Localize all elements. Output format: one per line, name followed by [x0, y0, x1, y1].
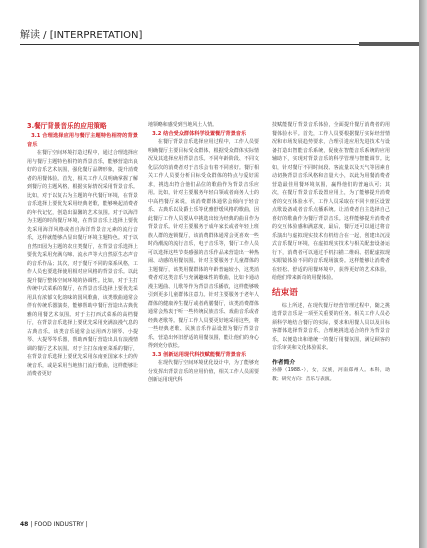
body-paragraph: 地领略和感受到当地风土人情。	[148, 122, 218, 128]
author-bio-text: 孙静（1988.-），女，汉族，河南郑州人。本科，助教；研究方向：音乐与表演。	[272, 368, 390, 382]
page-number: 48	[20, 521, 29, 528]
author-bio-label: 作者简介	[272, 359, 296, 366]
conclusion-heading: 结束语	[272, 287, 298, 298]
body-paragraph: 在餐厅背景音乐选择应用过程中，工作人员要明确餐厅主要目标受众群体，根据受众群体实际情况及其选择应用背景音乐。不同年龄阶段、不同文化层次的消费者对于音乐会有着不同喜好。餐厅相关工作人员要分析目标受众群体的特点与爱好需求，挑选出符合他们品位的歌曲作为背景音乐应用。比如，针对主要服务年轻白领或者商务人士的中高档餐厅来说，该消费群体通常会倾向于轻音乐、古典乐以及爵士乐等优雅舒缓风格的歌曲，因此餐厅工作人员要从中挑选出较为经典的曲目作为背景音乐。针对主要服务于成年家长或者年轻上班族人群的连锁餐厅，该消费群体通常会更喜欢一些时尚潮流的流行音乐，电子音乐等，餐厅工作人员可以选择这些节奏感强的音乐作品来营造出一种热闹、动感的用餐氛围。针对主要服务于儿童群体的主题餐厅，该类用餐群体的年龄普遍较小，这类消费者对这类音乐与充满趣味性的歌曲，比如卡通动漫主题曲、儿歌等作为背景音乐播放，这样能够吸引到更多儿童群体注意力。针对主要服务于老年人群体的健康养生餐厅或者药膳餐厅，该类消费群体通常会热衷于听一些传统民族音乐、戏曲音乐或者经典老歌等。餐厅工作人员要更好地采用这些，将一些经典老歌、民族音乐作品设置为餐厅背景音乐，营造出怀旧舒适的用餐氛围，能让他们的身心得到充分放松。	[148, 139, 259, 349]
page-footer	[20, 521, 88, 528]
section-heading-3: 3.餐厅背景音乐的应用策略	[27, 122, 107, 130]
article-column-1	[27, 121, 138, 379]
author-bio	[272, 359, 390, 385]
subsection-heading-3-2: 3.2 结合受众群体科学设置餐厅背景音乐	[152, 130, 247, 137]
body-paragraph: 在餐厅空间环境打造过程中，通过合理选择应用与餐厅主题特色相符的背景音乐，能够营造出良好的音乐艺术氛围，强化餐厅品牌形象，提升消费者的用餐体验。首先，相关工作人员明确掌握了解到餐厅的主题风格，根据实际情况采用背景音乐。比如，对于以复古为主题的年代餐厅环境，在背景音乐选择上要优先采用经典老歌，能够唤起消费者的年代记忆，创造出温馨的艺术氛围。对于以海洋为主题的时尚餐厅环境，在背景音乐上选择上要优先采用海洋风格或者自海洋背景音元素的流行音乐，这样就能够凸显出餐厅环境主题特色。对于以自然田园为主题的农庄类餐厅，在背景音乐选择上要优先采用充满乌啼、流水声等大自然原生态声音的音乐作品；其次，对于餐厅不同的菜系风格，工作人员也要选择使用相对应风格的背景音乐。以此提升餐厅整体空间环境的协调性。比如，对于主打传统中式菜系的餐厅，在背景音乐选择上要优先采用具有浓郁文化韵味的国风歌曲，该类歌曲通常会伴有传统乐器演奏，能够帮助中餐厅营造出古典优雅的用餐艺术氛围。对于主打西式菜系的高档餐厅，在背景音乐选择上要优先采用充满浪漫气息的古典音乐。该类音乐通常会运用西方钢琴、小提琴、大提琴等乐器，帮助西餐厅营造出具有浪漫情调的餐厅艺术氛围。对于主打东南亚菜系的餐厅，在背景音乐选择上要优先采用东南亚国家本土的传统音乐，或是采用当地热门流行歌曲，这样能够让消费者更好	[27, 150, 138, 377]
page-header	[20, 26, 415, 42]
article-column-3	[272, 121, 390, 384]
section-label: 解读 / [INTERPRETATION]	[20, 30, 143, 41]
article-column-2	[148, 121, 259, 385]
header-accent-bar	[359, 42, 419, 46]
header-rule	[20, 44, 417, 45]
journal-name: | FOOD INDUSTRY |	[30, 521, 88, 528]
body-paragraph: 技赋能餐厅背景音乐体验，全面提升餐厅消费者的用餐体验水平。首先，工作人员要根据餐厅实际经营情况和市场发展趋势要求，合理引进应用先进技术与设备打造出智能音乐系统，促使在智能音乐系统的应用辅助下，实现对背景音乐的科学管理与智能调节。比如，针对餐厅不同时间段、客流量以及天气等因素自动切换背景音乐风格和音量大小，以此为用餐消费者营造最佳用餐环境氛围，赢得他们的普遍认可；其次，在餐厅背景音乐设置应用上，为了能够提升消费者的交互体验水平，工作人员采取在不同卡座区设置点歌设备或者音乐点播系统。让消费者自主选择自己喜好的歌曲作为餐厅背景音乐。这样能够提升消费者的交互体验感和满意度，最后，餐厅还可以通过将音乐演出与虚拟现实技术有机结合在一起，创建出沉浸式音乐餐厅环境，在虚拟现实技术与相关配套设备运行下，消费者可以通过手机扫描二维码、搭配虚拟现实眼镜体验不同的音乐现场演奏。这样能够让消费者在轻松、舒适的用餐环境中，获得更好的艺术体验，给他们带来新奇的用餐体验。	[272, 122, 390, 281]
conclusion-paragraph: 综上所述，在现代餐厅经营管理过程中，随之挑选背景音乐是一项至关重要的任务。相关工作人员必须科学地结合餐厅的实际，要求和用餐人员以及目标客群体选择背景音乐，合理地挑选适合的作为背景音乐，以便造出和谐统一的餐厅用餐氛围，满足顾客的音乐审美和文化体验需求。	[272, 302, 390, 351]
subsection-heading-3-3: 3.3 创新运用现代科技赋能餐厅背景音乐	[152, 351, 247, 358]
subsection-heading-3-1: 3.1 合理选择应用与餐厅主题特色相符的背景音乐	[27, 133, 138, 148]
page-edge-shadow	[419, 0, 427, 548]
body-paragraph: 在现代餐厅空间环境优化设计中，为了能够充分发挥出背景音乐的应用价值，相关工作人员需要创新运用现代科	[148, 360, 259, 383]
